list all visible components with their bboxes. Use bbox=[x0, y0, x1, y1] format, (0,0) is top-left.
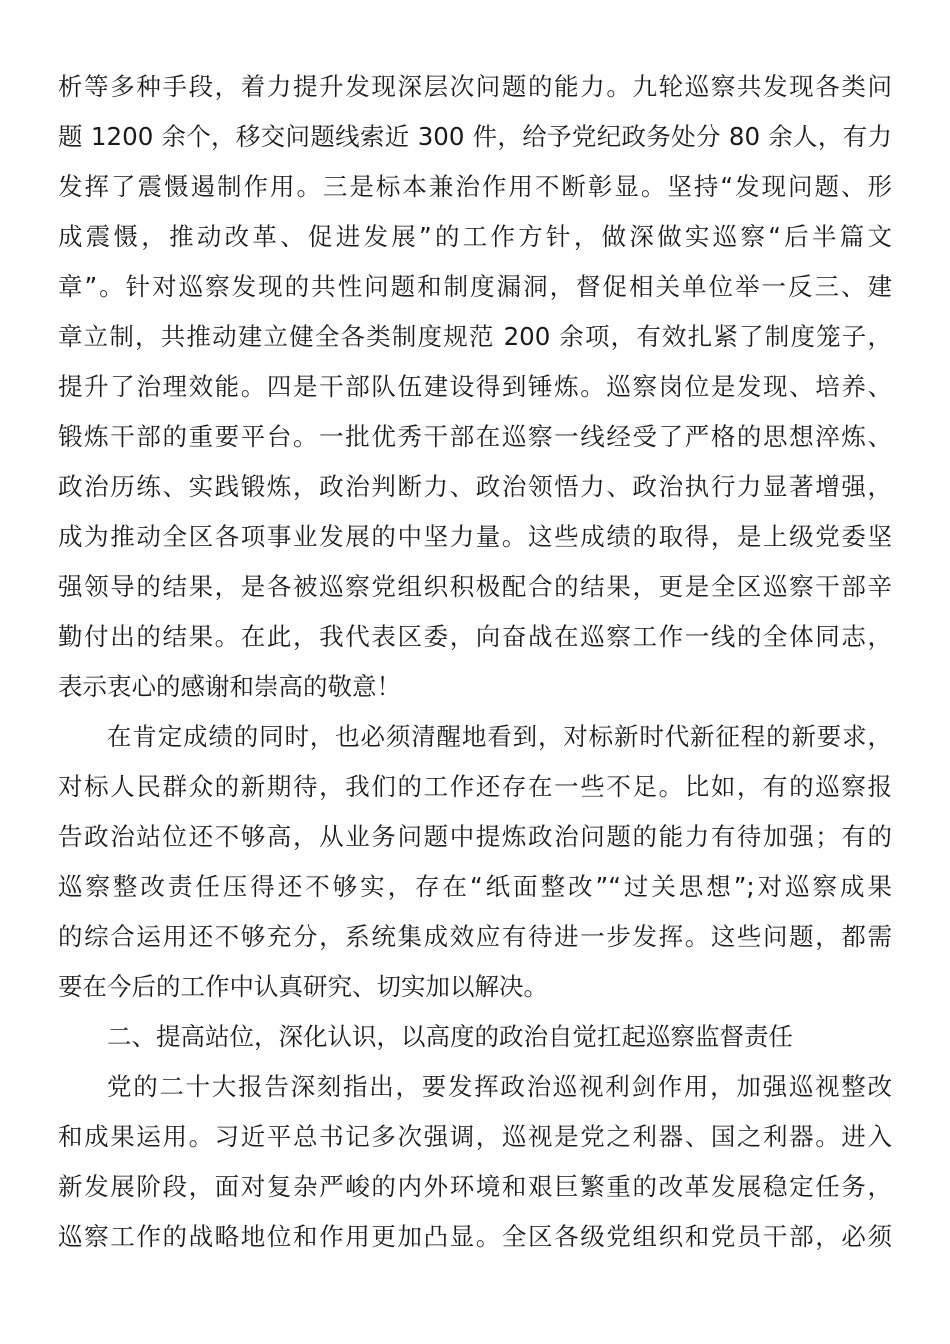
text-line: 新发展阶段，面对复杂严峻的内外环境和艰巨繁重的改革发展稳定任务， bbox=[58, 1172, 892, 1201]
paragraph bbox=[58, 712, 892, 1012]
text-line: 表示衷心的感谢和崇高的敬意！ bbox=[58, 672, 401, 701]
text-line: 巡察整改责任压得还不够实，存在“纸面整改”“过关思想”;对巡察成果 bbox=[58, 872, 892, 901]
text-line: 要在今后的工作中认真研究、切实加以解决。 bbox=[58, 972, 548, 1001]
paragraph bbox=[58, 62, 892, 712]
text-line: 政治历练、实践锻炼，政治判断力、政治领悟力、政治执行力显著增强， bbox=[58, 472, 892, 501]
heading-line: 二、提高站位，深化认识，以高度的政治自觉扛起巡察监督责任 bbox=[107, 1022, 793, 1051]
text-line: 发挥了震慑遏制作用。三是标本兼治作用不断彰显。坚持“发现问题、形 bbox=[58, 172, 892, 201]
text-line: 析等多种手段，着力提升发现深层次问题的能力。九轮巡察共发现各类问 bbox=[58, 72, 892, 101]
text-line: 提升了治理效能。四是干部队伍建设得到锤炼。巡察岗位是发现、培养、 bbox=[58, 372, 892, 401]
text-line: 巡察工作的战略地位和作用更加凸显。全区各级党组织和党员干部，必须 bbox=[58, 1222, 892, 1251]
text-line: 成震慑，推动改革、促进发展”的工作方针，做深做实巡察“后半篇文 bbox=[58, 222, 892, 251]
text-line: 告政治站位还不够高，从业务问题中提炼政治问题的能力有待加强；有的 bbox=[58, 822, 892, 851]
section-heading bbox=[58, 1012, 892, 1062]
text-line: 勤付出的结果。在此，我代表区委，向奋战在巡察工作一线的全体同志， bbox=[58, 622, 892, 651]
text-line: 在肯定成绩的同时，也必须清醒地看到，对标新时代新征程的新要求， bbox=[107, 722, 892, 751]
text-line: 党的二十大报告深刻指出，要发挥政治巡视利剑作用，加强巡视整改 bbox=[107, 1072, 892, 1101]
text-line: 章立制，共推动建立健全各类制度规范 200 余项，有效扎紧了制度笼子， bbox=[58, 322, 892, 351]
text-line: 和成果运用。习近平总书记多次强调，巡视是党之利器、国之利器。进入 bbox=[58, 1122, 892, 1151]
text-line: 对标人民群众的新期待，我们的工作还存在一些不足。比如，有的巡察报 bbox=[58, 772, 892, 801]
text-line: 章”。针对巡察发现的共性问题和制度漏洞，督促相关单位举一反三、建 bbox=[58, 272, 892, 301]
paragraph bbox=[58, 1062, 892, 1262]
text-line: 题 1200 余个，移交问题线索近 300 件，给予党纪政务处分 80 余人，有力 bbox=[58, 122, 892, 151]
text-line: 强领导的结果，是各被巡察党组织积极配合的结果，更是全区巡察干部辛 bbox=[58, 572, 892, 601]
text-line: 成为推动全区各项事业发展的中坚力量。这些成绩的取得，是上级党委坚 bbox=[58, 522, 892, 551]
document-body bbox=[58, 62, 892, 1262]
text-line: 的综合运用还不够充分，系统集成效应有待进一步发挥。这些问题，都需 bbox=[58, 922, 892, 951]
text-line: 锻炼干部的重要平台。一批优秀干部在巡察一线经受了严格的思想淬炼、 bbox=[58, 422, 892, 451]
